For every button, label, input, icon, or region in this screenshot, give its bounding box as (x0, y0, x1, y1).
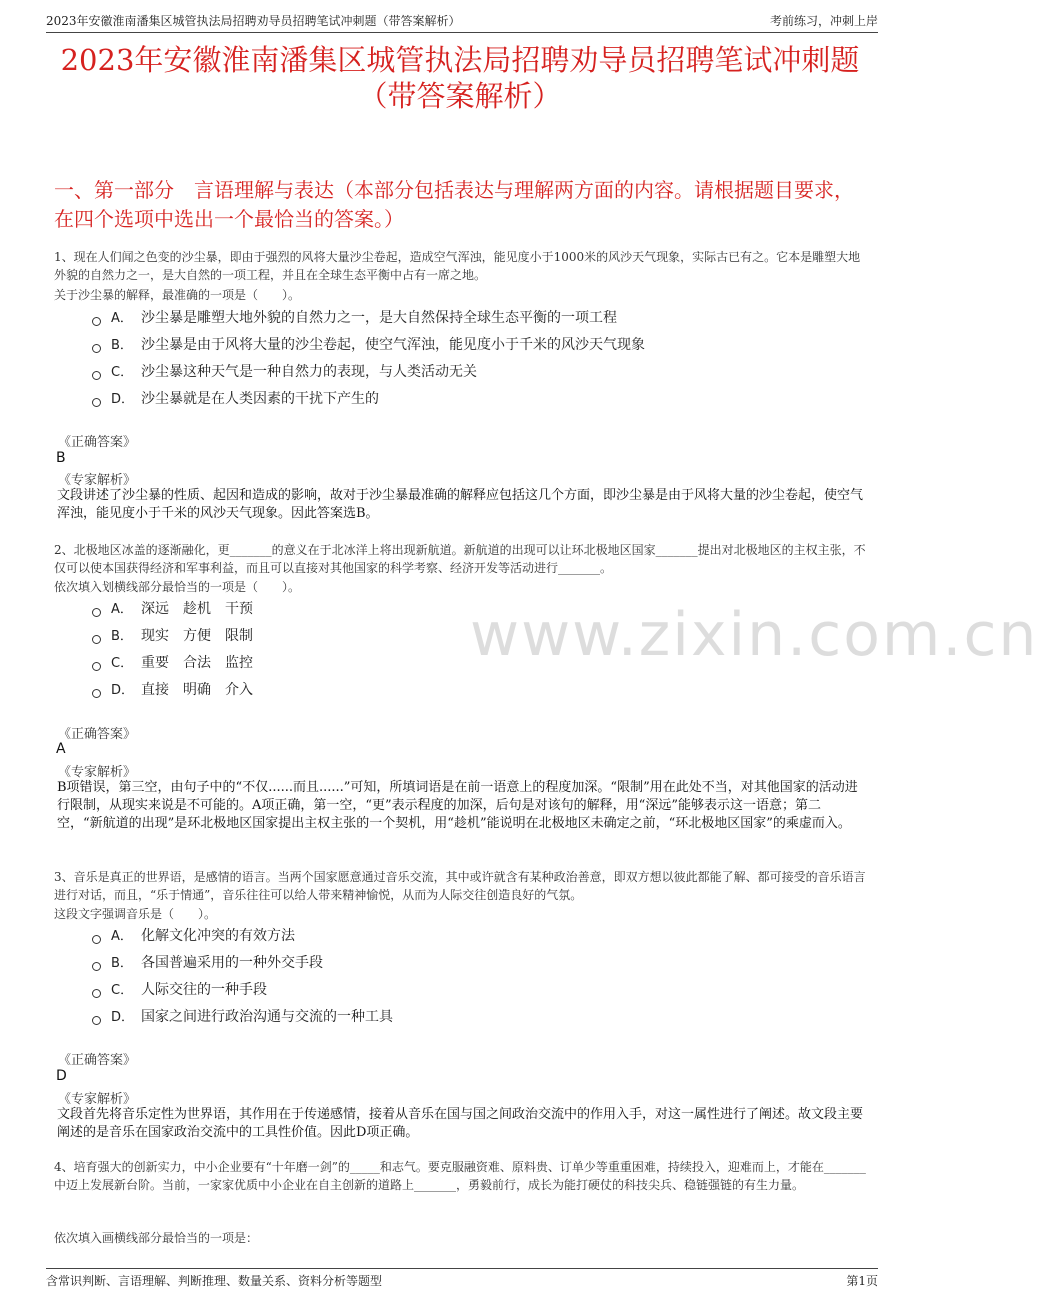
question-3-answer: D (56, 1068, 67, 1084)
radio-icon[interactable] (92, 317, 101, 326)
question-1-option-b[interactable]: B． 沙尘暴是由于风将大量的沙尘卷起，使空气浑浊，能见度小于千米的风沙天气现象 (92, 335, 645, 356)
question-1-option-c[interactable]: C． 沙尘暴这种天气是一种自然力的表现，与人类活动无关 (92, 362, 477, 383)
question-3-option-c[interactable]: C． 人际交往的一种手段 (92, 980, 267, 1001)
header-slogan: 考前练习，冲刺上岸 (769, 14, 878, 28)
question-3-option-d[interactable]: D． 国家之间进行政治沟通与交流的一种工具 (92, 1007, 393, 1028)
radio-icon[interactable] (92, 962, 101, 971)
question-2-ask: 依次填入划横线部分最恰当的一项是（ ）。 (54, 580, 301, 594)
radio-icon[interactable] (92, 398, 101, 407)
question-2-option-c[interactable]: C． 重要 合法 监控 (92, 653, 253, 674)
header-divider (46, 32, 878, 33)
question-2-stem: 2、北极地区冰盖的逐渐融化，更_______的意义在于北冰洋上将出现新航道。新航道的出现可以让环北极地区国家_______提出对北极地区的主权主张，不仅可以使本国获得经济和军事利益，而且可以直接对其他国家的科学考察、经济开发等活动进行_______。 (54, 543, 866, 575)
page-number: 第1页 (846, 1274, 878, 1288)
radio-icon[interactable] (92, 371, 101, 380)
radio-icon[interactable] (92, 689, 101, 698)
page-header (0, 0, 920, 38)
radio-icon[interactable] (92, 344, 101, 353)
section-heading: 一、第一部分 言语理解与表达（本部分包括表达与理解两方面的内容。请根据题目要求，在四个选项中选出一个最恰当的答案。） (54, 178, 854, 231)
question-2-analysis: B项错误，第三空，由句子中的“不仅......而且......”可知，所填词语是在前一语意上的程度加深。“限制”用在此处不当，对其他国家的活动进行限制，从现实来说是不可能的。A项正确，第一空，“更”表示程度的加深，后句是对该句的解释，用“深远”能够表示这一语意；第二空，“新航道的出现”是环北极地区国家提出主权主张的一个契机，用“趁机”能说明在北极地区未确定之前，“环北极地区国家”的乘虚而入。 (57, 780, 858, 831)
question-1-answer-label: 《正确答案》 (58, 435, 137, 450)
question-3-ask: 这段文字强调音乐是（ ）。 (54, 907, 217, 921)
question-1-option-d[interactable]: D． 沙尘暴就是在人类因素的干扰下产生的 (92, 389, 379, 410)
question-2-answer: A (56, 741, 66, 757)
question-4-ask: 依次填入画横线部分最恰当的一项是： (54, 1231, 259, 1245)
question-3-analysis-label: 《专家解析》 (58, 1092, 137, 1107)
question-2-option-b[interactable]: B． 现实 方便 限制 (92, 626, 253, 647)
footer-divider (46, 1268, 878, 1269)
question-3-stem: 3、音乐是真正的世界语，是感情的语言。当两个国家愿意通过音乐交流，其中或许就含有某种政治善意，即双方想以彼此都能了解、都可接受的音乐语言进行对话，而且，“乐于情通”，音乐往往可以给人带来精神愉悦，从而为人际交往创造良好的气氛。 (54, 870, 866, 902)
question-4-stem: 4、培育强大的创新实力，中小企业要有“十年磨一剑”的_____和志气。要克服融资难、原料贵、订单少等重重困难，持续投入，迎难而上，才能在_______中迈上发展新台阶。当前，一家家优质中小企业在自主创新的道路上_______，勇毅前行，成长为能打硬仗的科技尖兵、稳链强链的有生力量。 (54, 1160, 866, 1192)
question-1-ask: 关于沙尘暴的解释，最准确的一项是（ ）。 (54, 288, 301, 302)
question-3-answer-label: 《正确答案》 (58, 1053, 137, 1068)
radio-icon[interactable] (92, 608, 101, 617)
question-2-option-a[interactable]: A． 深远 趁机 干预 (92, 599, 253, 620)
question-1-answer: B (56, 450, 66, 466)
radio-icon[interactable] (92, 662, 101, 671)
radio-icon[interactable] (92, 935, 101, 944)
question-1-stem: 1、现在人们闻之色变的沙尘暴，即由于强烈的风将大量沙尘卷起，造成空气浑浊，能见度小于1000米的风沙天气现象，实际古已有之。它本是雕塑大地外貌的自然力之一，是大自然的一项工程，并且在全球生态平衡中占有一席之地。 (54, 250, 861, 282)
question-1-analysis-label: 《专家解析》 (58, 473, 137, 488)
radio-icon[interactable] (92, 989, 101, 998)
question-1-option-a[interactable]: A． 沙尘暴是雕塑大地外貌的自然力之一，是大自然保持全球生态平衡的一项工程 (92, 308, 617, 329)
question-3-option-a[interactable]: A． 化解文化冲突的有效方法 (92, 926, 295, 947)
question-1-analysis: 文段讲述了沙尘暴的性质、起因和造成的影响，故对于沙尘暴最准确的解释应包括这几个方面，即沙尘暴是由于风将大量的沙尘卷起，使空气浑浊，能见度小于千米的风沙天气现象。因此答案选B。 (57, 488, 864, 521)
question-2-answer-label: 《正确答案》 (58, 727, 137, 742)
header-title: 2023年安徽淮南潘集区城管执法局招聘劝导员招聘笔试冲刺题（带答案解析） (46, 14, 461, 28)
page-title: 2023年安徽淮南潘集区城管执法局招聘劝导员招聘笔试冲刺题 (60, 43, 860, 77)
page-subtitle: （带答案解析） (358, 79, 562, 113)
question-3-option-b[interactable]: B． 各国普遍采用的一种外交手段 (92, 953, 323, 974)
radio-icon[interactable] (92, 635, 101, 644)
question-3-analysis: 文段首先将音乐定性为世界语，其作用在于传递感情，接着从音乐在国与国之间政治交流中的作用入手，对这一属性进行了阐述。故文段主要阐述的是音乐在国家政治交流中的工具性价值。因此D项正确。 (57, 1107, 864, 1140)
question-2-option-d[interactable]: D． 直接 明确 介入 (92, 680, 253, 701)
question-2-analysis-label: 《专家解析》 (58, 765, 137, 780)
footer-note: 含常识判断、言语理解、判断推理、数量关系、资料分析等题型 (46, 1274, 383, 1288)
radio-icon[interactable] (92, 1016, 101, 1025)
watermark: www.zixin.com.cn (470, 600, 1038, 670)
